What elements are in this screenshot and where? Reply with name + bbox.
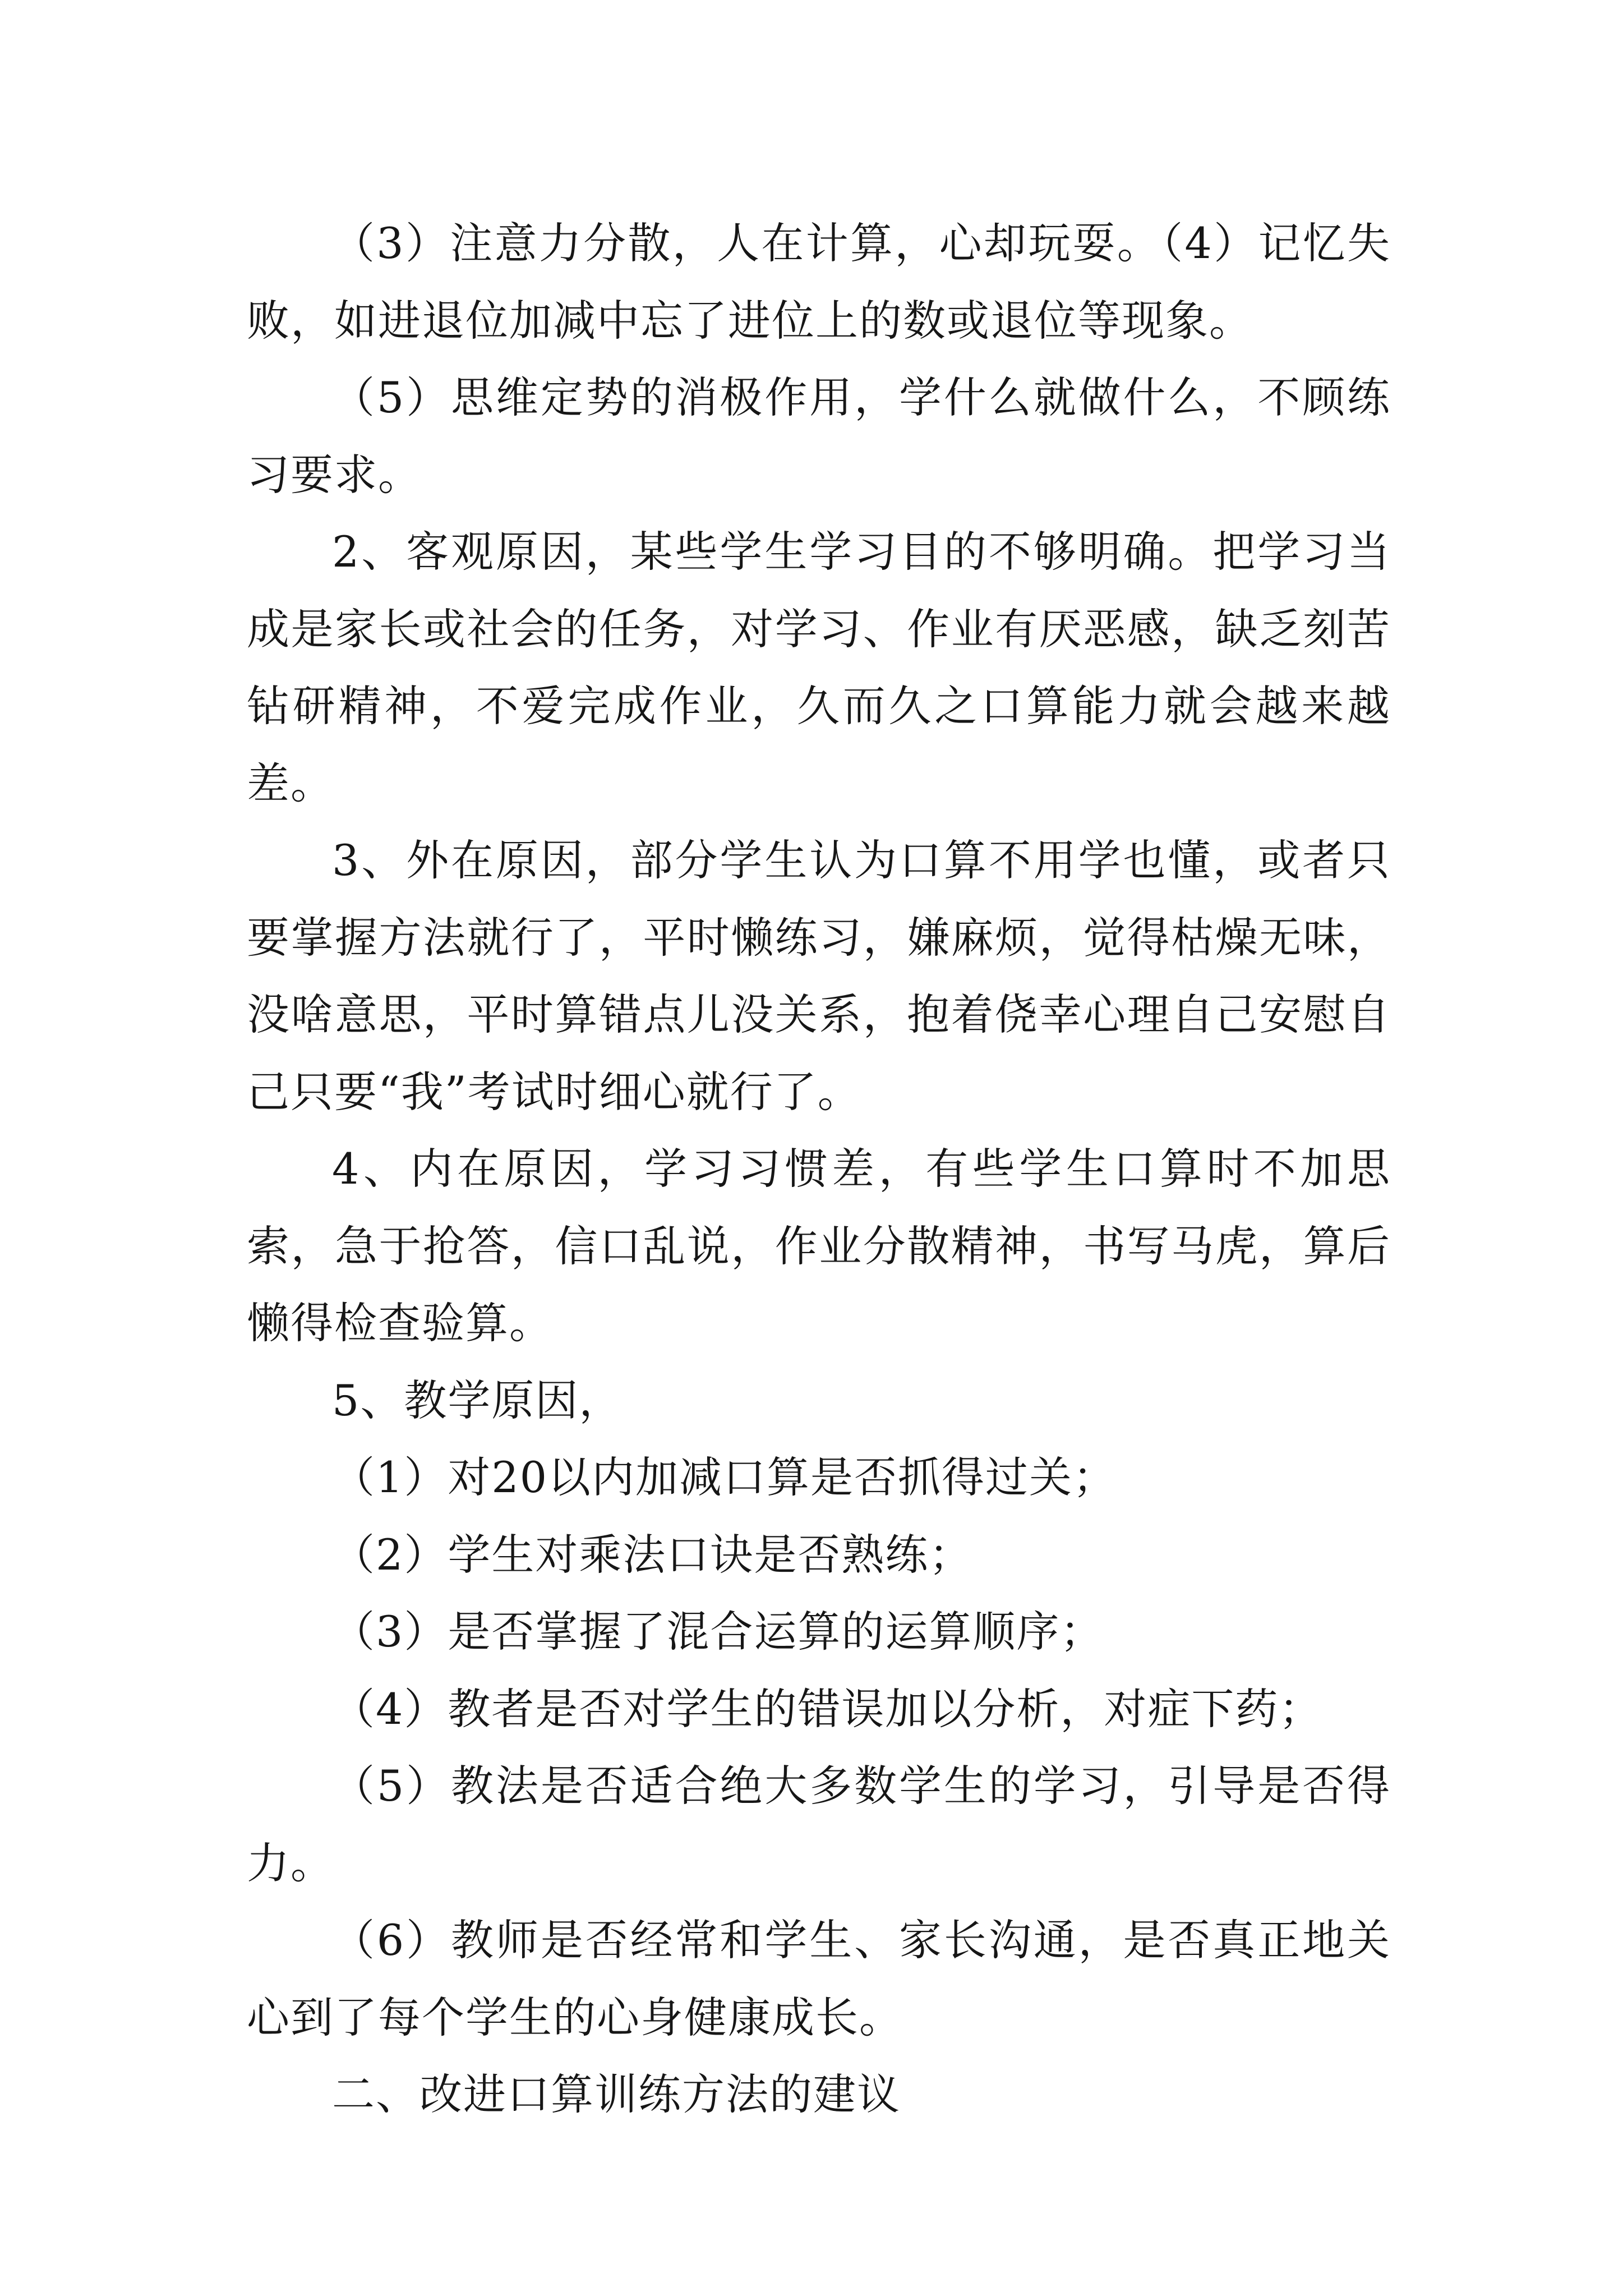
paragraph: （3）注意力分散，人在计算，心却玩耍。（4）记忆失败，如进退位加减中忘了进位上的数或退位等现象。: [247, 218, 1391, 346]
list-item: （2）学生对乘法口诀是否熟练；: [332, 1529, 973, 1580]
section-heading: 二、改进口算训练方法的建议: [332, 2069, 901, 2119]
paragraph: （5）思维定势的消极作用，学什么就做什么，不顾练习要求。: [247, 372, 1391, 500]
paragraph: 4、内在原因，学习习惯差，有些学生口算时不加思索，急于抢答，信口乱说，作业分散精神，书写马虎，算后懒得检查验算。: [247, 1144, 1391, 1348]
document-body: [247, 205, 1391, 2133]
paragraph: 5、教学原因，: [332, 1375, 623, 1425]
paragraph: 3、外在原因，部分学生认为口算不用学也懂，或者只要掌握方法就行了，平时懒练习，嫌麻烦，觉得枯燥无味，没啥意思，平时算错点儿没关系，抱着侥幸心理自己安慰自己只要“我”考试时细心就行了。: [247, 835, 1391, 1117]
list-item: （1）对20以内加减口算是否抓得过关；: [332, 1452, 1117, 1502]
list-item: （4）教者是否对学生的错误加以分析，对症下药；: [332, 1683, 1323, 1734]
list-item: （3）是否掌握了混合运算的运算顺序；: [332, 1607, 1104, 1657]
list-item: （5）教法是否适合绝大多数学生的学习，引导是否得力。: [247, 1761, 1391, 1888]
paragraph: 2、客观原因，某些学生学习目的不够明确。把学习当成是家长或社会的任务，对学习、作业有厌恶感，缺乏刻苦钻研精神，不爱完成作业，久而久之口算能力就会越来越差。: [247, 527, 1391, 808]
list-item: （6）教师是否经常和学生、家长沟通，是否真正地关心到了每个学生的心身健康成长。: [247, 1915, 1391, 2042]
